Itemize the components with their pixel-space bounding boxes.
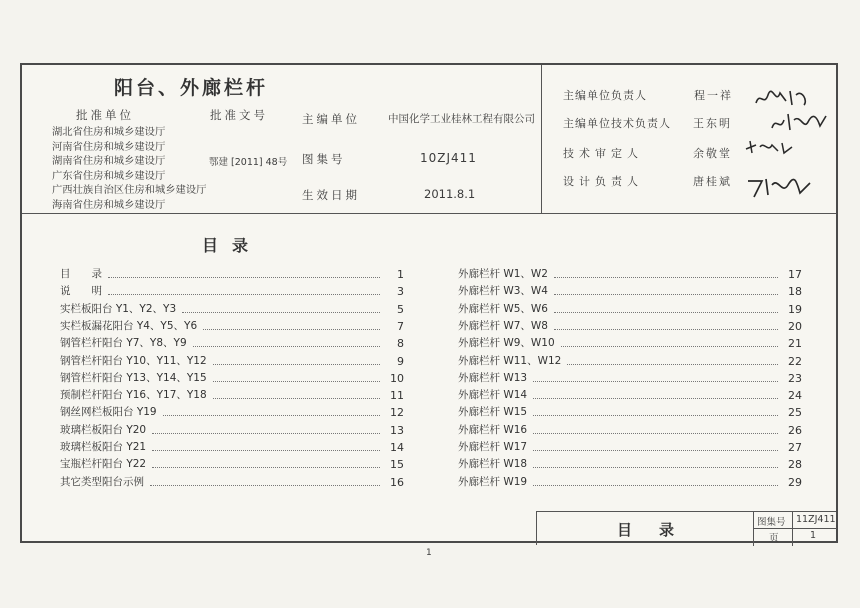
toc-entry-name: 说 明 bbox=[60, 285, 102, 298]
toc-leader bbox=[567, 364, 778, 365]
responsible-name: 唐桂斌 bbox=[693, 175, 732, 188]
toc-leader bbox=[561, 346, 778, 347]
toc-entry-name: 实栏板漏花阳台 Y4、Y5、Y6 bbox=[60, 319, 198, 332]
toc-leader bbox=[533, 415, 778, 416]
toc-leader bbox=[108, 294, 380, 295]
header-vertical-divider bbox=[541, 65, 542, 213]
toc-leader bbox=[533, 450, 778, 451]
effective-date-label: 生效日期 bbox=[302, 188, 360, 202]
toc-leader bbox=[150, 485, 380, 486]
toc-entry-page: 9 bbox=[397, 354, 404, 368]
title-block-mid-line bbox=[753, 528, 837, 529]
page-number: 1 bbox=[426, 548, 432, 558]
toc-entry-page: 17 bbox=[788, 268, 802, 281]
toc-entry-page: 7 bbox=[397, 319, 404, 333]
toc-entry-name: 玻璃栏板阳台 Y20 bbox=[60, 423, 147, 436]
toc-entry[interactable] bbox=[458, 333, 802, 350]
toc-entry-name: 外廊栏杆 W7、W8 bbox=[458, 319, 548, 332]
toc-entry[interactable] bbox=[60, 385, 404, 402]
toc-entry-name: 外廊栏杆 W11、W12 bbox=[458, 354, 562, 367]
approval-unit-item: 广西壮族自治区住房和城乡建设厅 bbox=[52, 184, 207, 196]
editor-unit-label: 主编单位 bbox=[302, 112, 360, 126]
toc-entry[interactable] bbox=[60, 281, 404, 298]
toc-leader bbox=[533, 467, 778, 468]
toc-entry-page: 23 bbox=[788, 371, 802, 385]
toc-entry-page: 20 bbox=[788, 319, 802, 333]
toc-entry[interactable] bbox=[458, 299, 802, 316]
title-block-page-label: 页 bbox=[769, 533, 779, 544]
toc-entry-page: 18 bbox=[788, 285, 802, 299]
title-block-page-value: 1 bbox=[810, 530, 817, 541]
toc-entry-page: 21 bbox=[788, 337, 802, 351]
toc-entry[interactable] bbox=[458, 316, 802, 333]
toc-entry[interactable] bbox=[458, 385, 802, 402]
header-bottom-line bbox=[22, 213, 836, 214]
toc-entry[interactable] bbox=[458, 402, 802, 419]
title-block-title: 目 录 bbox=[617, 521, 681, 539]
toc-entry[interactable] bbox=[458, 264, 802, 281]
toc-leader bbox=[152, 433, 380, 434]
signature-3 bbox=[744, 139, 796, 157]
atlas-no-label: 图集号 bbox=[302, 152, 346, 166]
toc-entry-name: 外廊栏杆 W1、W2 bbox=[458, 268, 548, 280]
toc-entry-name: 外廊栏杆 W9、W10 bbox=[458, 337, 555, 350]
toc-entry[interactable] bbox=[458, 420, 802, 437]
toc-entry[interactable] bbox=[458, 454, 802, 471]
toc-entry[interactable] bbox=[60, 264, 404, 281]
toc-entry[interactable] bbox=[60, 472, 404, 489]
toc-entry[interactable] bbox=[458, 351, 802, 368]
toc-entry-page: 5 bbox=[397, 302, 404, 316]
editor-unit-value: 中国化学工业桂林工程有限公司 bbox=[388, 113, 535, 125]
toc-entry-page: 15 bbox=[390, 458, 404, 472]
toc-title: 目录 bbox=[202, 236, 263, 255]
toc-entry-page: 1 bbox=[397, 268, 404, 281]
toc-leader bbox=[203, 329, 380, 330]
toc-leader bbox=[533, 485, 778, 486]
toc-entry[interactable] bbox=[60, 368, 404, 385]
toc-leader bbox=[554, 277, 778, 278]
toc-entry[interactable] bbox=[60, 333, 404, 350]
approval-doc-value: 鄂建 [2011] 48号 bbox=[209, 157, 288, 168]
toc-entry-name: 外廊栏杆 W3、W4 bbox=[458, 285, 548, 298]
toc-entry-page: 27 bbox=[788, 441, 802, 454]
toc-entry-name: 外廊栏杆 W19 bbox=[458, 475, 528, 488]
toc-entry[interactable] bbox=[458, 281, 802, 298]
effective-date-value: 2011.8.1 bbox=[424, 187, 476, 201]
toc-leader bbox=[554, 329, 778, 330]
toc-leader bbox=[213, 381, 380, 382]
approval-unit-item: 广东省住房和城乡建设厅 bbox=[52, 169, 166, 182]
toc-leader bbox=[213, 398, 380, 399]
toc-entry-name: 外廊栏杆 W15 bbox=[458, 406, 528, 419]
toc-entry-page: 24 bbox=[788, 389, 802, 403]
toc-entry[interactable] bbox=[458, 368, 802, 385]
toc-entry-name: 外廊栏杆 W18 bbox=[458, 458, 528, 471]
toc-entry-page: 11 bbox=[390, 389, 404, 403]
toc-leader bbox=[554, 312, 778, 313]
responsible-role: 技术审定人 bbox=[563, 147, 643, 160]
atlas-no-value: 10ZJ411 bbox=[420, 151, 477, 165]
toc-entry[interactable] bbox=[60, 437, 404, 454]
toc-entry[interactable] bbox=[458, 472, 802, 489]
responsible-name: 余敬堂 bbox=[693, 147, 732, 160]
title-block-atlas-value: 11ZJ411 bbox=[796, 514, 836, 525]
approval-unit-item: 湖南省住房和城乡建设厅 bbox=[52, 155, 166, 167]
toc-entry[interactable] bbox=[60, 420, 404, 437]
signature-2 bbox=[770, 110, 830, 134]
toc-entry-page: 28 bbox=[788, 458, 802, 472]
toc-entry-page: 19 bbox=[788, 302, 802, 316]
toc-entry-name: 钢管栏杆阳台 Y7、Y8、Y9 bbox=[60, 337, 187, 350]
approval-unit-item: 湖北省住房和城乡建设厅 bbox=[52, 126, 166, 138]
toc-entry[interactable] bbox=[60, 454, 404, 471]
responsible-role: 主编单位负责人 bbox=[563, 89, 647, 102]
toc-entry[interactable] bbox=[60, 316, 404, 333]
toc-entry[interactable] bbox=[60, 402, 404, 419]
toc-leader bbox=[193, 346, 380, 347]
toc-entry-name: 外廊栏杆 W14 bbox=[458, 389, 528, 402]
toc-leader bbox=[152, 450, 380, 451]
title-block-divider bbox=[753, 512, 754, 546]
toc-leader bbox=[108, 277, 380, 278]
toc-entry-page: 10 bbox=[390, 371, 404, 385]
toc-entry-page: 16 bbox=[390, 475, 404, 489]
toc-entry-name: 外廊栏杆 W17 bbox=[458, 441, 528, 453]
toc-entry-name: 外廊栏杆 W5、W6 bbox=[458, 302, 548, 315]
toc-leader bbox=[213, 364, 380, 365]
toc-entry-name: 实栏板阳台 Y1、Y2、Y3 bbox=[60, 302, 177, 315]
toc-entry-page: 12 bbox=[390, 406, 404, 420]
toc-entry[interactable] bbox=[458, 437, 802, 454]
toc-entry-name: 钢丝网栏板阳台 Y19 bbox=[60, 406, 157, 419]
responsible-role: 主编单位技术负责人 bbox=[563, 117, 671, 130]
toc-entry-name: 外廊栏杆 W13 bbox=[458, 371, 528, 384]
approval-unit-item: 河南省住房和城乡建设厅 bbox=[52, 140, 166, 153]
toc-entry-page: 29 bbox=[788, 475, 802, 489]
title-block-divider-2 bbox=[792, 512, 793, 546]
toc-entry-name: 钢管栏杆阳台 Y10、Y11、Y12 bbox=[60, 354, 207, 367]
toc-entry-page: 8 bbox=[397, 337, 404, 351]
responsible-name: 程一祥 bbox=[694, 89, 733, 102]
toc-leader bbox=[554, 294, 778, 295]
toc-entry-page: 14 bbox=[390, 441, 404, 454]
toc-leader bbox=[152, 467, 380, 468]
toc-entry-name: 钢管栏杆阳台 Y13、Y14、Y15 bbox=[60, 371, 207, 384]
toc-entry-name: 其它类型阳台示例 bbox=[60, 475, 144, 488]
toc-leader bbox=[182, 312, 380, 313]
toc-entry-page: 26 bbox=[788, 423, 802, 437]
toc-entry-name: 玻璃栏板阳台 Y21 bbox=[60, 441, 147, 453]
toc-entry-name: 预制栏杆阳台 Y16、Y17、Y18 bbox=[60, 389, 207, 402]
approval-doc-label: 批准文号 bbox=[210, 108, 268, 122]
approval-unit-item: 海南省住房和城乡建设厅 bbox=[52, 198, 166, 211]
toc-entry-name: 目 录 bbox=[60, 268, 102, 280]
drawing-frame bbox=[20, 63, 838, 543]
toc-leader bbox=[163, 415, 380, 416]
signature-4 bbox=[744, 175, 814, 201]
toc-entry-name: 宝瓶栏杆阳台 Y22 bbox=[60, 458, 147, 471]
toc-entry[interactable] bbox=[60, 299, 404, 316]
toc-leader bbox=[533, 381, 778, 382]
toc-entry[interactable] bbox=[60, 351, 404, 368]
toc-entry-page: 22 bbox=[788, 354, 802, 368]
toc-entry-name: 外廊栏杆 W16 bbox=[458, 423, 528, 436]
approval-unit-label: 批准单位 bbox=[76, 108, 134, 122]
responsible-role: 设计负责人 bbox=[563, 175, 643, 188]
toc-leader bbox=[533, 433, 778, 434]
signature-1 bbox=[752, 87, 812, 109]
document-title: 阳台、外廊栏杆 bbox=[114, 77, 269, 99]
toc-entry-page: 3 bbox=[397, 285, 404, 299]
toc-leader bbox=[533, 398, 778, 399]
responsible-name: 王东明 bbox=[693, 117, 732, 130]
title-block-atlas-label: 图集号 bbox=[757, 517, 786, 528]
toc-entry-page: 25 bbox=[788, 406, 802, 420]
title-block bbox=[536, 511, 836, 545]
toc-entry-page: 13 bbox=[390, 423, 404, 437]
